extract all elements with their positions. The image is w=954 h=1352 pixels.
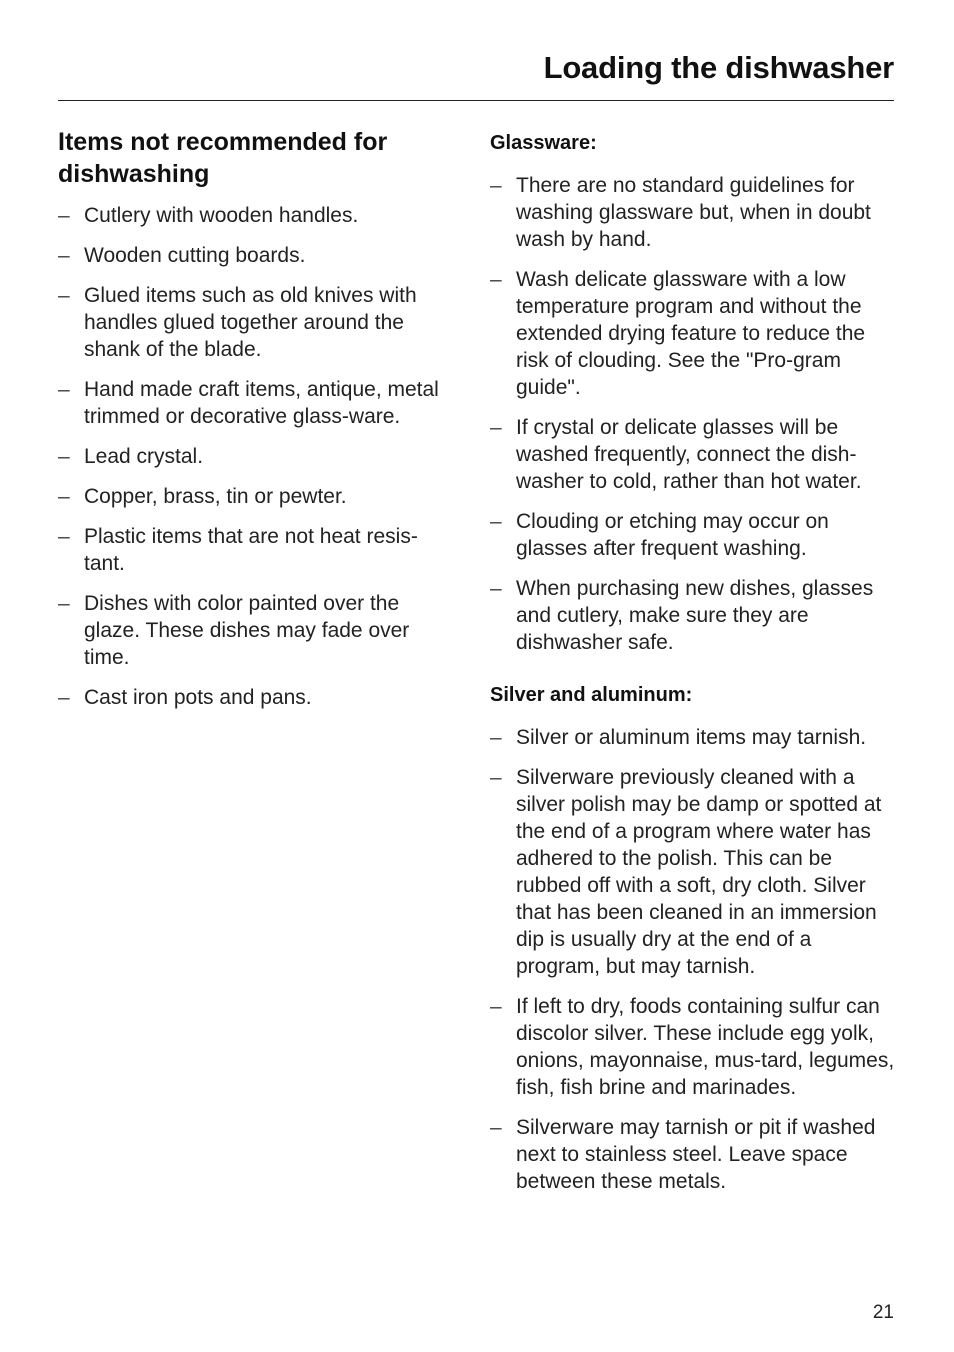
list-item (58, 242, 453, 269)
page-number: 21 (872, 1302, 894, 1323)
dash-bullet: – (58, 284, 70, 307)
title-divider (58, 100, 894, 101)
list-item (490, 508, 900, 562)
list-item-text: When purchasing new dishes, glasses and cutlery, make sure they are dishwasher safe. (516, 577, 874, 654)
dash-bullet: – (58, 485, 70, 508)
dash-bullet: – (490, 577, 502, 600)
list-item (58, 590, 453, 671)
list-item (58, 376, 453, 430)
section-heading-not-recommended: Items not recommended for dishwashing (58, 128, 388, 188)
list-item-text: Cast iron pots and pans. (84, 686, 312, 709)
list-item-text: Plastic items that are not heat resis-tant. (84, 525, 418, 575)
dash-bullet: – (490, 726, 502, 749)
list-item (58, 684, 453, 711)
dash-bullet: – (58, 592, 70, 615)
list-item (490, 172, 900, 253)
list-item (490, 993, 900, 1101)
silver-heading: Silver and aluminum: (490, 684, 693, 706)
list-item-text: Copper, brass, tin or pewter. (84, 485, 347, 508)
dash-bullet: – (58, 204, 70, 227)
dash-bullet: – (58, 244, 70, 267)
list-item-text: Cutlery with wooden handles. (84, 204, 359, 227)
dash-bullet: – (490, 1116, 502, 1139)
dash-bullet: – (490, 416, 502, 439)
list-item (490, 266, 900, 401)
list-item-text: Wooden cutting boards. (84, 244, 306, 267)
list-item (490, 724, 900, 751)
list-item-text: Glued items such as old knives with handles glued together around the shank of the blade. (84, 284, 417, 361)
dash-bullet: – (58, 445, 70, 468)
dash-bullet: – (58, 378, 70, 401)
dash-bullet: – (490, 174, 502, 197)
list-item (58, 443, 453, 470)
page-title: Loading the dishwasher (543, 50, 894, 85)
list-item-text: Silver or aluminum items may tarnish. (516, 726, 867, 749)
list-item (490, 1114, 900, 1195)
silver-list (490, 724, 900, 1195)
list-item-text: Lead crystal. (84, 445, 204, 468)
right-column (490, 130, 900, 1208)
dash-bullet: – (58, 686, 70, 709)
list-item-text: Silverware previously cleaned with a silver polish may be damp or spotted at the end of a program where water has adhered to the polish. This can be rubbed off with a soft, dry cloth. Silver that has been cleaned in an immersion dip is usually dry at the end of a program, but may tarnish. (516, 766, 882, 978)
dash-bullet: – (490, 766, 502, 789)
dash-bullet: – (490, 995, 502, 1018)
list-item-text: Hand made craft items, antique, metal trimmed or decorative glass-ware. (84, 378, 439, 428)
list-item-text: Silverware may tarnish or pit if washed next to stainless steel. Leave space between these metals. (516, 1116, 876, 1193)
dash-bullet: – (490, 268, 502, 291)
list-item (58, 523, 453, 577)
list-item (58, 202, 453, 229)
list-item (490, 575, 900, 656)
glassware-list (490, 172, 900, 656)
list-item (58, 483, 453, 510)
list-item (58, 282, 453, 363)
list-item-text: If crystal or delicate glasses will be washed frequently, connect the dish-washer to cold, rather than hot water. (516, 416, 862, 493)
list-item-text: Wash delicate glassware with a low temperature program and without the extended drying feature to reduce the risk of clouding. See the "Pro-gram guide". (516, 268, 866, 399)
not-recommended-list (58, 202, 453, 711)
list-item-text: If left to dry, foods containing sulfur can discolor silver. These include egg yolk, onions, mayonnaise, mus-tard, legumes, fish, fish brine and marinades. (516, 995, 895, 1099)
glassware-heading: Glassware: (490, 132, 597, 154)
dash-bullet: – (490, 510, 502, 533)
left-column (58, 126, 453, 724)
list-item-text: There are no standard guidelines for washing glassware but, when in doubt wash by hand. (516, 174, 871, 251)
list-item (490, 764, 900, 980)
list-item-text: Dishes with color painted over the glaze. These dishes may fade over time. (84, 592, 410, 669)
dash-bullet: – (58, 525, 70, 548)
list-item (490, 414, 900, 495)
list-item-text: Clouding or etching may occur on glasses after frequent washing. (516, 510, 829, 560)
